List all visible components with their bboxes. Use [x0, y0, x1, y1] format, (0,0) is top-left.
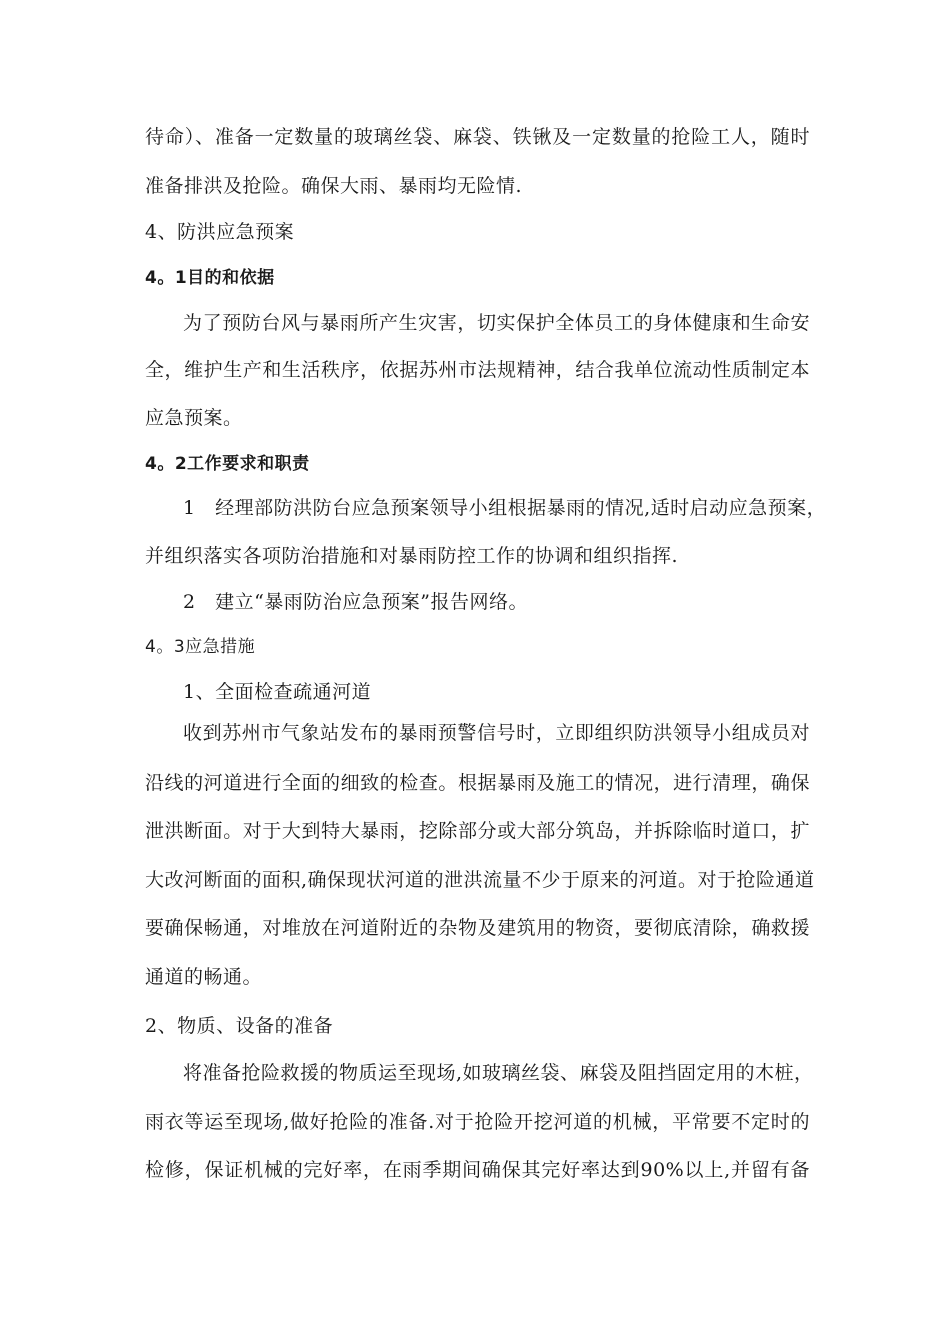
- paragraph-line: 要确保畅通，对堆放在河道附近的杂物及建筑用的物资，要彻底清除，确救援: [145, 917, 810, 939]
- paragraph-line: 通道的畅通。: [145, 966, 263, 988]
- paragraph-line: 检修，保证机械的完好率，在雨季期间确保其完好率达到90%以上,并留有备: [145, 1159, 810, 1181]
- subsection-heading: 4。1目的和依据: [145, 268, 275, 288]
- paragraph-line: 待命）、准备一定数量的玻璃丝袋、麻袋、铁锹及一定数量的抢险工人，随时: [145, 126, 810, 148]
- section-heading: 2、物质、设备的准备: [145, 1015, 334, 1037]
- subsection-heading: 4。2工作要求和职责: [145, 454, 310, 474]
- section-heading: 4、防洪应急预案: [145, 221, 295, 243]
- paragraph-line: 准备排洪及抢险。确保大雨、暴雨均无险情.: [145, 175, 523, 197]
- paragraph-line: 为了预防台风与暴雨所产生灾害，切实保护全体员工的身体健康和生命安: [183, 312, 810, 334]
- paragraph-line: 将准备抢险救援的物质运至现场,如玻璃丝袋、麻袋及阻挡固定用的木桩，: [183, 1062, 814, 1084]
- paragraph-line: 1 经理部防洪防台应急预案领导小组根据暴雨的情况,适时启动应急预案，: [183, 497, 827, 519]
- subsection-heading: 4。3应急措施: [145, 637, 256, 657]
- paragraph-line: 泄洪断面。对于大到特大暴雨，挖除部分或大部分筑岛，并拆除临时道口，扩: [145, 820, 810, 842]
- paragraph-line: 收到苏州市气象站发布的暴雨预警信号时，立即组织防洪领导小组成员对: [183, 722, 810, 744]
- paragraph-line: 应急预案。: [145, 407, 243, 429]
- paragraph-line: 沿线的河道进行全面的细致的检查。根据暴雨及施工的情况，进行清理，确保: [145, 772, 810, 794]
- paragraph-line: 大改河断面的面积,确保现状河道的泄洪流量不少于原来的河道。对于抢险通道: [145, 869, 815, 891]
- paragraph-line: 2 建立“暴雨防治应急预案”报告网络。: [183, 591, 529, 613]
- paragraph-line: 并组织落实各项防治措施和对暴雨防控工作的协调和组织指挥.: [145, 545, 679, 567]
- paragraph-line: 雨衣等运至现场,做好抢险的准备.对于抢险开挖河道的机械，平常要不定时的: [145, 1111, 810, 1133]
- paragraph-line: 全，维护生产和生活秩序，依据苏州市法规精神，结合我单位流动性质制定本: [145, 359, 810, 381]
- item-heading: 1、全面检查疏通河道: [183, 681, 372, 703]
